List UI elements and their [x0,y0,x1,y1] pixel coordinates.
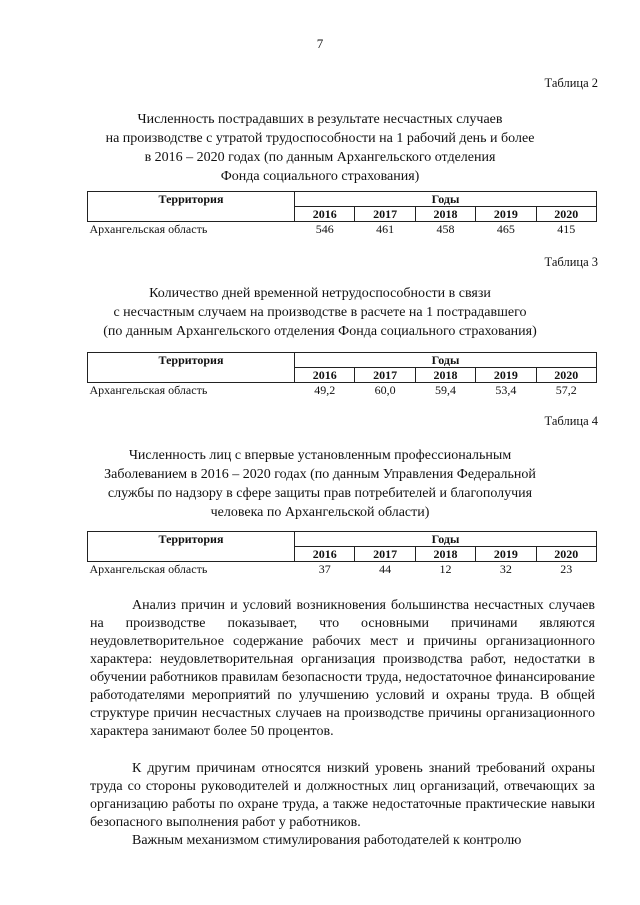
row-label: Архангельская область [89,562,208,576]
row-label: Архангельская область [89,222,208,236]
cell-value: 458 [436,222,455,236]
title-line: Заболеванием в 2016 – 2020 годах (по данным Управления Федеральной [104,467,536,482]
header-territory: Территория [88,192,295,222]
paragraph: Важным механизмом стимулирования работодателей к контролю [132,833,522,848]
cell-value: 32 [499,562,512,576]
header-territory: Территория [88,353,295,383]
table-2 [87,191,597,236]
year-header: 2016 [295,547,355,562]
cell-value: 57,2 [555,383,577,397]
cell-value: 415 [557,222,576,236]
title-line: Численность пострадавших в результате несчастных случаев [137,112,503,127]
title-line: с несчастным случаем на производстве в расчете на 1 пострадавшего [113,305,527,320]
table-row [88,383,597,398]
row-label: Архангельская область [89,383,208,397]
cell-value: 461 [376,222,395,236]
table-3-label: Таблица 3 [544,255,598,269]
year-header: 2019 [476,207,536,222]
table-2-title [60,110,580,186]
table-2-label: Таблица 2 [544,76,598,90]
paragraph: Анализ причин и условий возникновения большинства несчастных случаев на производстве показывает, что основными причинами являются неудовлетворительное содержание рабочих мест и причины организационного характера: неудовлетворительная организация производства работ, недостатки в обучении работников правилам безопасности труда, недостаточное финансирование работодателями мероприятий по улучшению условий и охраны труда. В общей структуре причин несчастных случаев на производстве причины организационного характера занимают более 50 процентов. [90,598,595,739]
table-4 [87,531,597,576]
title-line: (по данным Архангельского отделения Фонда социального страхования) [103,324,537,339]
year-header: 2019 [476,547,536,562]
title-line: на производстве с утратой трудоспособности на 1 рабочий день и более [105,131,535,146]
year-header: 2017 [355,368,415,383]
title-line: человека по Архангельской области) [210,505,430,520]
cell-value: 12 [439,562,452,576]
table-row [88,222,597,237]
title-line: службы по надзору в сфере защиты прав потребителей и благополучия [107,486,533,501]
header-years: Годы [295,192,597,207]
table-3-title [60,284,580,341]
table-row [88,562,597,577]
header-years: Годы [295,532,597,547]
year-header: 2020 [536,368,596,383]
year-header: 2020 [536,547,596,562]
cell-value: 59,4 [434,383,456,397]
year-header: 2020 [536,207,596,222]
cell-value: 60,0 [374,383,396,397]
cell-value: 49,2 [314,383,336,397]
title-line: Численность лиц с впервые установленным профессиональным [128,448,512,463]
cell-value: 44 [379,562,392,576]
cell-value: 37 [318,562,331,576]
year-header: 2018 [415,368,475,383]
year-header: 2016 [295,207,355,222]
page-number: 7 [316,36,324,51]
cell-value: 53,4 [495,383,517,397]
paragraph: К другим причинам относятся низкий уровень знаний требований охраны труда со стороны руководителей и должностных лиц организаций, отвечающих за организацию работы по охране труда, а также недостаточные практические навыки безопасного выполнения работ у работников. [90,761,595,830]
title-line: Количество дней временной нетрудоспособности в связи [149,286,491,301]
title-line: Фонда социального страхования) [220,169,420,184]
title-line: в 2016 – 2020 годах (по данным Архангельского отделения [144,150,496,165]
year-header: 2019 [476,368,536,383]
table-3 [87,352,597,397]
year-header: 2018 [415,207,475,222]
year-header: 2016 [295,368,355,383]
year-header: 2017 [355,207,415,222]
cell-value: 546 [315,222,334,236]
cell-value: 465 [496,222,515,236]
year-header: 2017 [355,547,415,562]
table-4-label: Таблица 4 [544,414,598,428]
year-header: 2018 [415,547,475,562]
cell-value: 23 [560,562,573,576]
header-territory: Территория [88,532,295,562]
table-4-title [60,446,580,522]
header-years: Годы [295,353,597,368]
